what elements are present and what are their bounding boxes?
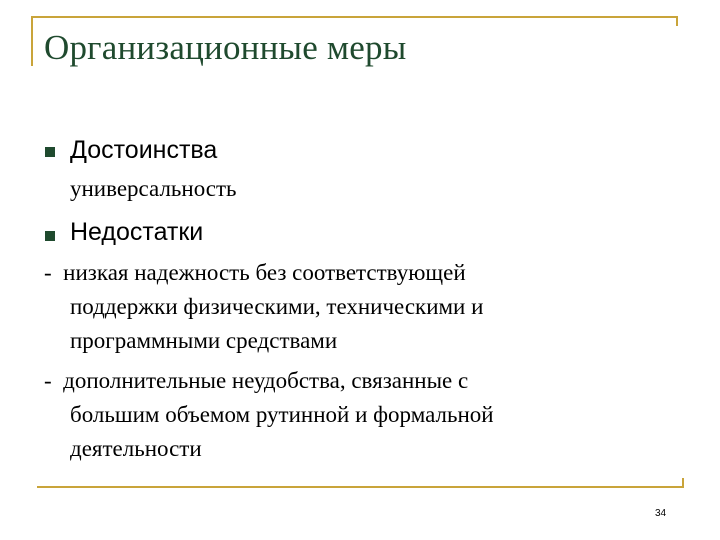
disadvantage-item-1-line-2: поддержки физическими, техническими и	[70, 294, 484, 319]
disadvantage-item-2-line-3: деятельности	[70, 436, 202, 461]
footer-right-tick	[682, 478, 684, 488]
slide-title: Организационные меры	[44, 28, 407, 67]
disadvantages-heading: Недостатки	[70, 218, 204, 246]
frame-top-line	[31, 16, 676, 18]
dash-marker: -	[44, 368, 52, 393]
page-number: 34	[655, 508, 667, 519]
square-bullet-icon	[45, 231, 55, 241]
advantages-item: универсальность	[70, 176, 237, 201]
frame-right-tick	[676, 16, 678, 26]
frame-left-line	[31, 16, 33, 66]
disadvantage-item-2-line-1	[44, 364, 494, 398]
disadvantage-item-1-line-3: программными средствами	[70, 328, 338, 353]
footer-line	[37, 486, 682, 488]
disadvantage-item-2	[44, 364, 494, 466]
disadvantage-item-1-line-1	[44, 256, 483, 290]
square-bullet-icon	[45, 147, 55, 157]
advantages-heading: Достоинства	[70, 136, 218, 164]
disadvantage-item-2-line-2: большим объемом рутинной и формальной	[70, 402, 494, 427]
disadvantage-item-1	[44, 256, 483, 358]
dash-marker: -	[44, 260, 52, 285]
line-text: дополнительные неудобства, связанные с	[63, 368, 469, 393]
line-text: низкая надежность без соответствующей	[63, 260, 466, 285]
